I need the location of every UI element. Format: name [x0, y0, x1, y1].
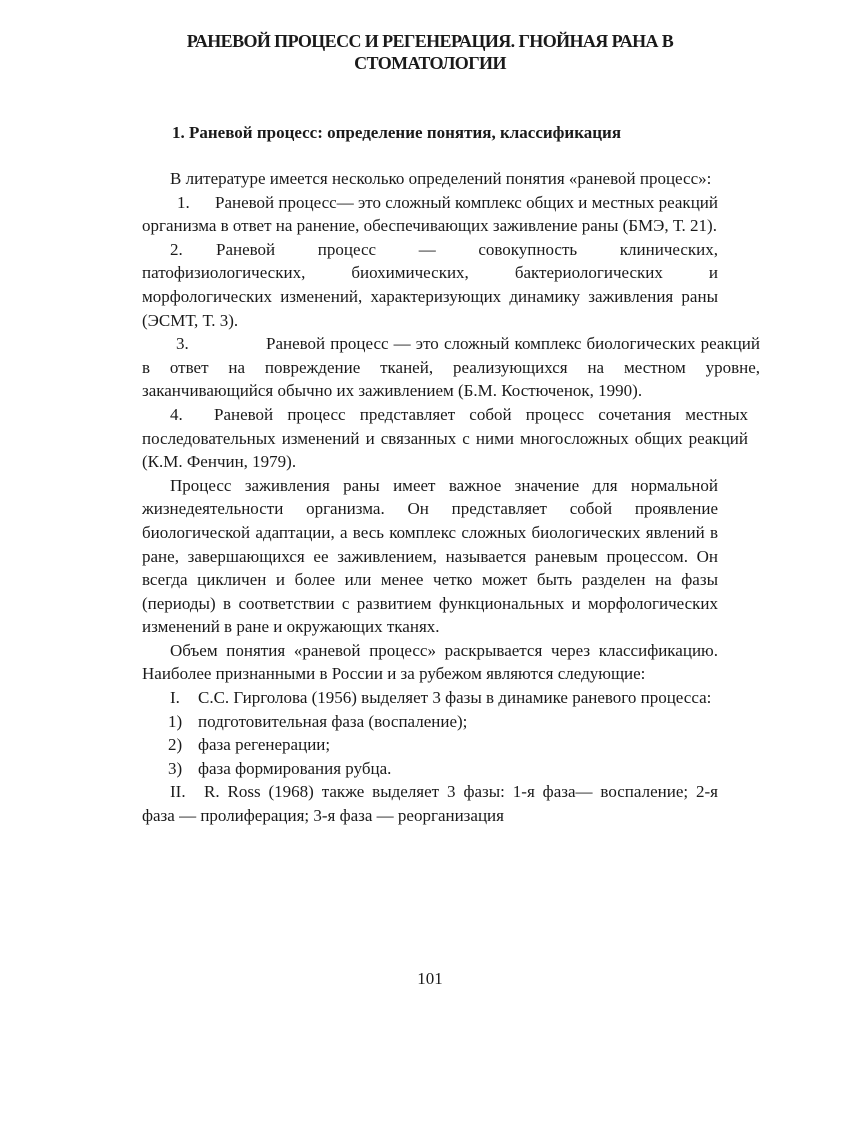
definition-item	[142, 238, 718, 332]
classification-item	[142, 686, 718, 710]
phase-item	[142, 733, 718, 757]
phase-number: 1)	[168, 711, 183, 731]
definition-item	[142, 332, 760, 403]
definition-text: Раневой процесс — совокупность клинических, патофизиологических, биохимических, бактериологических и морфологических изменений, характеризующих динамику заживления раны (ЭСМТ, Т. 3).	[142, 239, 718, 330]
phase-text: фаза регенерации;	[198, 735, 331, 755]
definition-number: 3.	[176, 334, 189, 354]
definition-number: 2.	[170, 239, 183, 259]
classification-text: R. Ross (1968) также выделяет 3 фазы: 1-я фаза— воспаление; 2-я фаза — пролиферация; 3-я фаза — реорганизация	[142, 782, 718, 826]
classification-number: II.	[170, 782, 186, 802]
definition-number: 4.	[170, 404, 183, 424]
phase-item	[142, 710, 718, 734]
phase-number: 3)	[168, 758, 183, 778]
phase-text: фаза формирования рубца.	[198, 758, 392, 778]
classification-item	[142, 780, 718, 827]
definition-item	[142, 191, 718, 238]
section-heading: 1. Раневой процесс: определение понятия, классификация	[172, 123, 622, 142]
definition-number: 1.	[177, 192, 190, 212]
classification-number: I.	[170, 688, 180, 708]
intro-paragraph: В литературе имеется несколько определений понятия «раневой процесс»:	[170, 169, 712, 188]
page-number: 101	[417, 969, 443, 988]
definition-text: Раневой процесс представляет собой процесс сочетания местных последовательных изменений и связанных с ними многосложных общих реакций (К.М. Фенчин, 1979).	[142, 404, 748, 472]
phase-item	[142, 757, 718, 781]
definition-item	[142, 403, 748, 474]
classification-text: С.С. Гирголова (1956) выделяет 3 фазы в динамике раневого процесса:	[198, 688, 712, 708]
phase-number: 2)	[168, 735, 183, 755]
classification-paragraph: Объем понятия «раневой процесс» раскрывается через классификацию. Наиболее признанными в России и за рубежом являются следующие:	[142, 640, 718, 684]
healing-paragraph: Процесс заживления раны имеет важное значение для нормальной жизнедеятельности организма. Он представляет собой проявление биологической адаптации, а весь комплекс сложных биологических явлений в ране, завершающихся ее заживлением, называется раневым процессом. Он всегда цикличен и более или менее четко может быть разделен на фазы (периоды) в соответствии с развитием функциональных и морфологических изменений в ране и окружающих тканях.	[142, 475, 718, 637]
phase-text: подготовительная фаза (воспаление);	[198, 711, 468, 731]
definition-text: Раневой процесс — это сложный комплекс биологических реакций в ответ на повреждение тканей, реализующихся на местном уровне, заканчивающийся обычно их заживлением (Б.М. Костюченок, 1990).	[142, 334, 760, 401]
page-title: РАНЕВОЙ ПРОЦЕСС И РЕГЕНЕРАЦИЯ. ГНОЙНАЯ РАНА В СТОМАТОЛОГИИ	[186, 31, 674, 73]
body-text	[142, 167, 760, 828]
definition-text: Раневой процесс— это сложный комплекс общих и местных реакций организма в ответ на ранение, обеспечивающих заживление раны (БМЭ, Т. 21).	[142, 192, 718, 236]
